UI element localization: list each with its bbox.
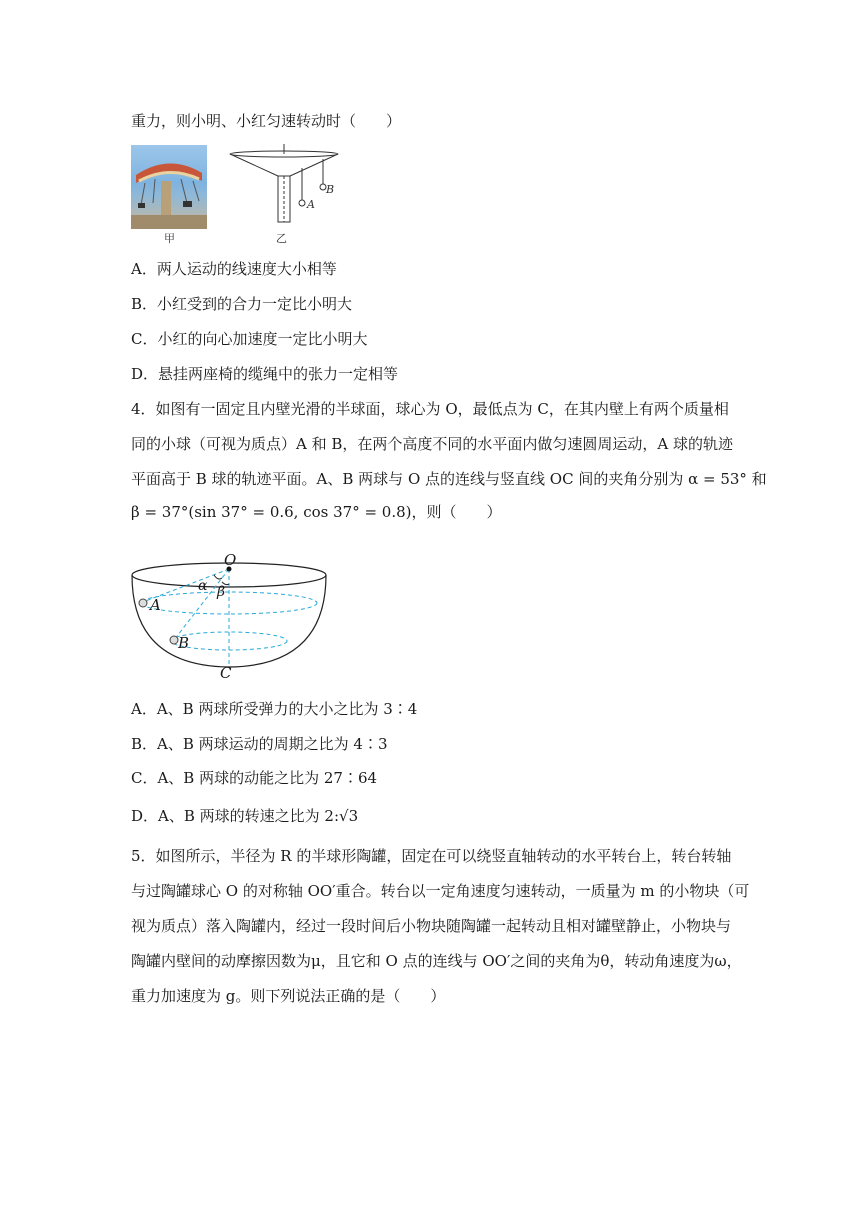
- q3-option-c: C．小红的向心加速度一定比小明大: [131, 330, 368, 348]
- q4-option-c: C．A、B 两球的动能之比为 27∶64: [131, 769, 378, 787]
- q5-stem-line-3: 视为质点）落入陶罐内，经过一段时间后小物块随陶罐一起转动且相对罐壁静止，小物块与: [131, 917, 732, 935]
- figure-caption-yi: 乙: [276, 232, 287, 245]
- q5-stem-line-5: 重力加速度为 g。则下列说法正确的是（ ）: [131, 987, 446, 1005]
- q5-stem-line-1: 5．如图所示，半径为 R 的半球形陶罐，固定在可以绕竖直轴转动的水平转台上，转台转轴: [131, 847, 732, 865]
- hemisphere-label-c: C: [220, 664, 232, 682]
- swing-ride-photo: [131, 145, 207, 229]
- hemisphere-label-o: O: [224, 551, 237, 569]
- hemisphere-label-a: A: [150, 596, 161, 614]
- hemisphere-label-alpha: α: [198, 578, 208, 594]
- figure-caption-jia: 甲: [164, 232, 175, 245]
- diagram-label-a: A: [307, 198, 315, 211]
- q3-option-d: D．悬挂两座椅的缆绳中的张力一定相等: [131, 365, 399, 383]
- hemisphere-label-beta: β: [217, 584, 226, 600]
- q4-option-d: D．A、B 两球的转速之比为 2:√3: [131, 807, 359, 825]
- swing-diagram: [228, 142, 340, 234]
- diagram-label-b: B: [326, 183, 335, 196]
- hemisphere-label-b: B: [178, 634, 190, 652]
- q4-option-b: B．A、B 两球运动的周期之比为 4∶3: [131, 735, 388, 753]
- q4-stem-line-4: β = 37°(sin 37° = 0.6, cos 37° = 0.8)，则（ ）: [131, 503, 502, 521]
- q5-stem-line-4: 陶罐内壁间的动摩擦因数为μ，且它和 O 点的连线与 OO′之间的夹角为θ，转动角速度为ω，: [131, 952, 742, 970]
- q4-option-a: A．A、B 两球所受弹力的大小之比为 3∶4: [131, 700, 418, 718]
- q3-stem-end: 重力，则小明、小红匀速转动时（ ）: [131, 112, 402, 130]
- q5-stem-line-2: 与过陶罐球心 O 的对称轴 OO′重合。转台以一定角速度匀速转动，一质量为 m 的小物块（可: [131, 882, 750, 900]
- q4-stem-line-1: 4．如图有一固定且内壁光滑的半球面，球心为 O，最低点为 C，在其内壁上有两个质量相: [131, 400, 729, 418]
- q3-option-a: A．两人运动的线速度大小相等: [131, 260, 337, 278]
- q3-option-b: B．小红受到的合力一定比小明大: [131, 295, 353, 313]
- q4-stem-line-3: 平面高于 B 球的轨迹平面。A、B 两球与 O 点的连线与竖直线 OC 间的夹角分别为 α = 53° 和: [131, 470, 767, 488]
- q4-stem-line-2: 同的小球（可视为质点）A 和 B，在两个高度不同的水平面内做匀速圆周运动，A 球的轨迹: [131, 435, 733, 453]
